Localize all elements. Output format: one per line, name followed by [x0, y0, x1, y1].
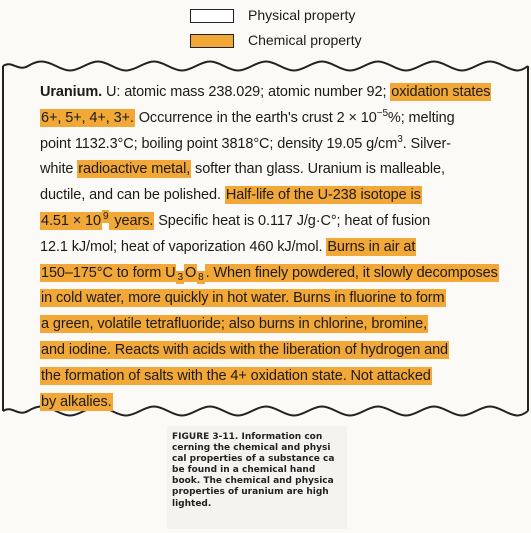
- chemical-property-text: radioactive metal,: [78, 161, 191, 178]
- excerpt-line: [40, 312, 510, 338]
- excerpt-line: [40, 390, 510, 416]
- chemical-property-text: by alkalies.: [41, 393, 112, 410]
- physical-property-text: ductile, and can be polished.: [40, 187, 225, 204]
- caption-line: properties of uranium are high: [172, 487, 329, 498]
- physical-property-text: %; melting: [387, 109, 455, 126]
- caption-line: book. The chemical and physica: [172, 476, 334, 487]
- excerpt-line: [40, 286, 510, 312]
- caption-line: FIGURE 3-11. Information con: [172, 432, 323, 442]
- caption-line: lighted.: [172, 498, 212, 509]
- chemical-property-text: a green, volatile tetrafluoride; also burns in chlorine, bromine,: [41, 316, 428, 333]
- physical-property-text: Specific heat is 0.117 J/g·C°; heat of fusion: [154, 212, 431, 229]
- physical-property-text: white: [40, 161, 78, 178]
- excerpt-line: [40, 80, 510, 106]
- chemical-property-text: Burns in air at: [327, 238, 416, 255]
- physical-property-text: 3: [397, 133, 403, 145]
- torn-top-edge: [3, 62, 528, 71]
- element-name: Uranium.: [40, 84, 103, 100]
- excerpt-line: [40, 106, 510, 132]
- physical-property-text: U: atomic mass 238.029; atomic number 92;: [102, 84, 391, 100]
- excerpt-line: [40, 235, 510, 261]
- excerpt-line: [40, 261, 510, 287]
- legend-label-physical: Physical property: [248, 7, 356, 23]
- chemical-property-text: O: [184, 264, 197, 281]
- chemical-property-text: 8: [198, 272, 204, 284]
- chemical-property-text: . When finely powdered, it slowly decomposes: [205, 264, 498, 281]
- excerpt-line: [40, 364, 510, 390]
- chemical-property-text: 6+, 5+, 4+, 3+.: [41, 109, 134, 126]
- chemical-property-text: 4.51 × 10: [41, 212, 101, 229]
- excerpt-line: [40, 338, 510, 364]
- chemical-property-text: the formation of salts with the 4+ oxidation state. Not attacked: [41, 367, 431, 384]
- caption-line: cal properties of a substance ca: [172, 454, 335, 465]
- excerpt-line: [40, 132, 510, 158]
- physical-property-text: Occurrence in the earth's crust 2 × 10: [134, 109, 377, 126]
- caption-line: be found in a chemical hand: [172, 465, 316, 476]
- physical-property-text: 12.1 kJ/mol; heat of vaporization 460 kJ/mol.: [40, 238, 327, 255]
- legend-label-chemical: Chemical property: [248, 32, 362, 48]
- figure-caption: [172, 432, 342, 510]
- chemical-property-text: and iodine. Reacts with acids with the liberation of hydrogen and: [41, 341, 449, 358]
- chemical-property-text: years.: [110, 212, 154, 229]
- chemical-property-text: in cold water, more quickly in hot water. Burns in fluorine to form: [41, 290, 445, 307]
- physical-property-text: softer than glass. Uranium is malleable,: [191, 161, 445, 178]
- chemical-property-text: 3: [177, 272, 183, 284]
- chemical-property-text: Half-life of the U-238 isotope is: [225, 187, 421, 204]
- chemical-property-text: 9: [102, 211, 109, 223]
- chemical-property-text: 150–175°C to form U: [41, 264, 176, 281]
- excerpt-line: [40, 157, 510, 183]
- excerpt-line: [40, 183, 510, 209]
- physical-property-text: −5: [376, 107, 388, 119]
- excerpt-line: [40, 209, 510, 235]
- uranium-entry-text: [40, 80, 510, 415]
- caption-line: cerning the chemical and physi: [172, 443, 331, 454]
- chemical-property-text: oxidation states: [391, 84, 491, 100]
- physical-property-text: point 1132.3°C; boiling point 3818°C; density 19.05 g/cm: [40, 135, 398, 152]
- physical-property-text: . Silver-: [402, 135, 451, 152]
